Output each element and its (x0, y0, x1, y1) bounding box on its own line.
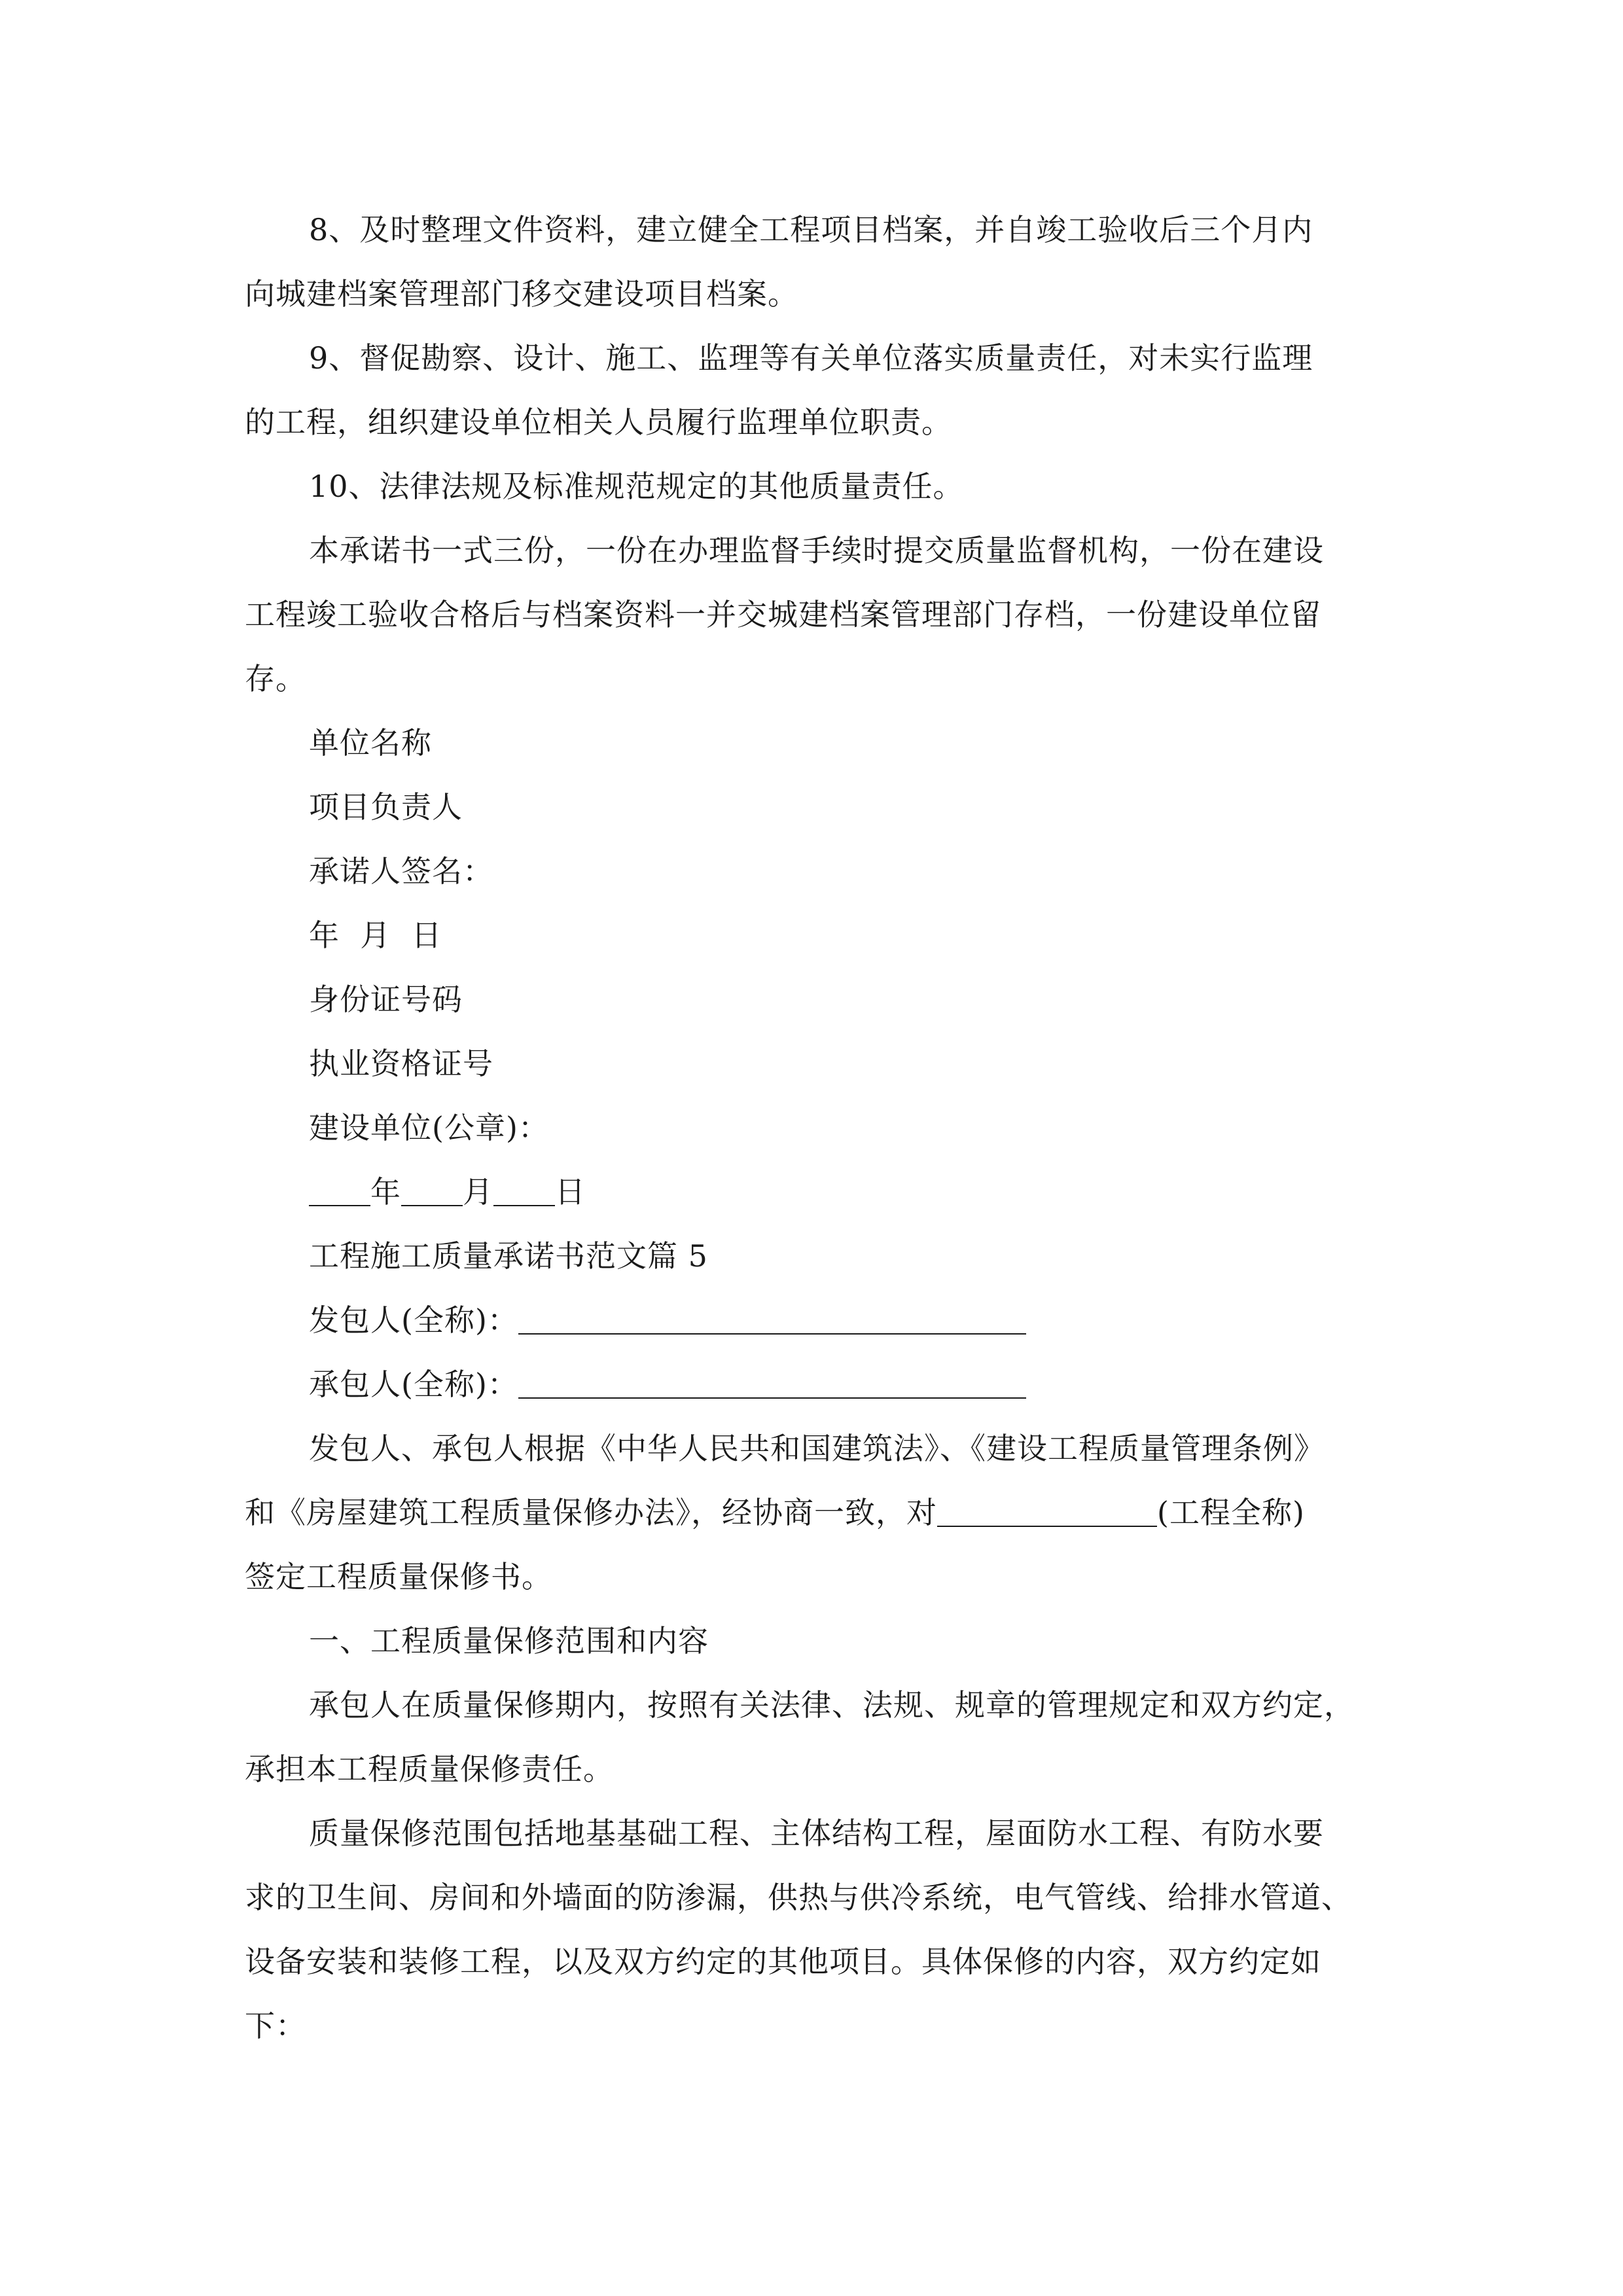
item-8-line-1: 8、及时整理文件资料，建立健全工程项目档案，并自竣工验收后三个月内 (309, 212, 1313, 247)
year-blank (309, 1166, 370, 1206)
signer-label: 承诺人签名： (309, 853, 493, 889)
section-title: 工程施工质量承诺书范文篇 5 (309, 1238, 708, 1274)
date-blanks (309, 1160, 586, 1224)
item-10: 10、法律法规及标准规范规定的其他质量责任。 (309, 469, 964, 504)
year-label: 年 (370, 1174, 401, 1210)
basis-line-2-text: 和《房屋建筑工程质量保修办法》，经协商一致，对 (245, 1495, 937, 1530)
employer-label: 发包人(全称)： (309, 1302, 518, 1338)
day-blank (493, 1166, 555, 1206)
item-9-line-2: 的工程，组织建设单位相关人员履行监理单位职责。 (245, 404, 952, 440)
qualification-number-label: 执业资格证号 (309, 1046, 493, 1081)
month-label: 月 (463, 1174, 493, 1210)
id-number-label: 身份证号码 (309, 982, 463, 1017)
unit-name-label: 单位名称 (309, 725, 432, 761)
scope-para-2-line-3: 设备安装和装修工程，以及双方约定的其他项目。具体保修的内容，双方约定如 (245, 1944, 1321, 1979)
basis-line-1: 发包人、承包人根据《中华人民共和国建筑法》、《建设工程质量管理条例》 (309, 1431, 1325, 1466)
contractor-blank (518, 1358, 1026, 1399)
copies-line-3: 存。 (245, 661, 306, 696)
employer-row (309, 1288, 1026, 1352)
builder-seal-label: 建设单位(公章)： (309, 1110, 549, 1145)
copies-line-2: 工程竣工验收合格后与档案资料一并交城建档案管理部门存档，一份建设单位留 (245, 597, 1321, 632)
scope-para-1-line-2: 承担本工程质量保修责任。 (245, 1751, 614, 1787)
project-name-blank (937, 1486, 1157, 1527)
item-8-line-2: 向城建档案管理部门移交建设项目档案。 (245, 276, 798, 312)
copies-line-1: 本承诺书一式三份，一份在办理监督手续时提交质量监督机构，一份在建设 (309, 533, 1324, 568)
scope-para-1-line-1: 承包人在质量保修期内，按照有关法律、法规、规章的管理规定和双方约定， (309, 1687, 1355, 1723)
scope-para-2-line-1: 质量保修范围包括地基基础工程、主体结构工程，屋面防水工程、有防水要 (309, 1816, 1324, 1851)
basis-line-3: 签定工程质量保修书。 (245, 1559, 552, 1594)
employer-blank (518, 1294, 1026, 1335)
day-label: 日 (555, 1174, 586, 1210)
date-plain: 年 月 日 (309, 918, 442, 953)
contractor-label: 承包人(全称)： (309, 1367, 518, 1402)
item-9-line-1: 9、督促勘察、设计、施工、监理等有关单位落实质量责任，对未实行监理 (309, 340, 1313, 376)
heading-scope: 一、工程质量保修范围和内容 (309, 1623, 709, 1659)
month-blank (401, 1166, 463, 1206)
scope-para-2-line-4: 下： (245, 2008, 306, 2043)
basis-line-2-suffix: (工程全称) (1157, 1495, 1305, 1530)
basis-line-2 (245, 1480, 1305, 1545)
contractor-row (309, 1352, 1026, 1416)
project-leader-label: 项目负责人 (309, 789, 463, 825)
scope-para-2-line-2: 求的卫生间、房间和外墙面的防渗漏，供热与供冷系统，电气管线、给排水管道、 (245, 1880, 1352, 1915)
